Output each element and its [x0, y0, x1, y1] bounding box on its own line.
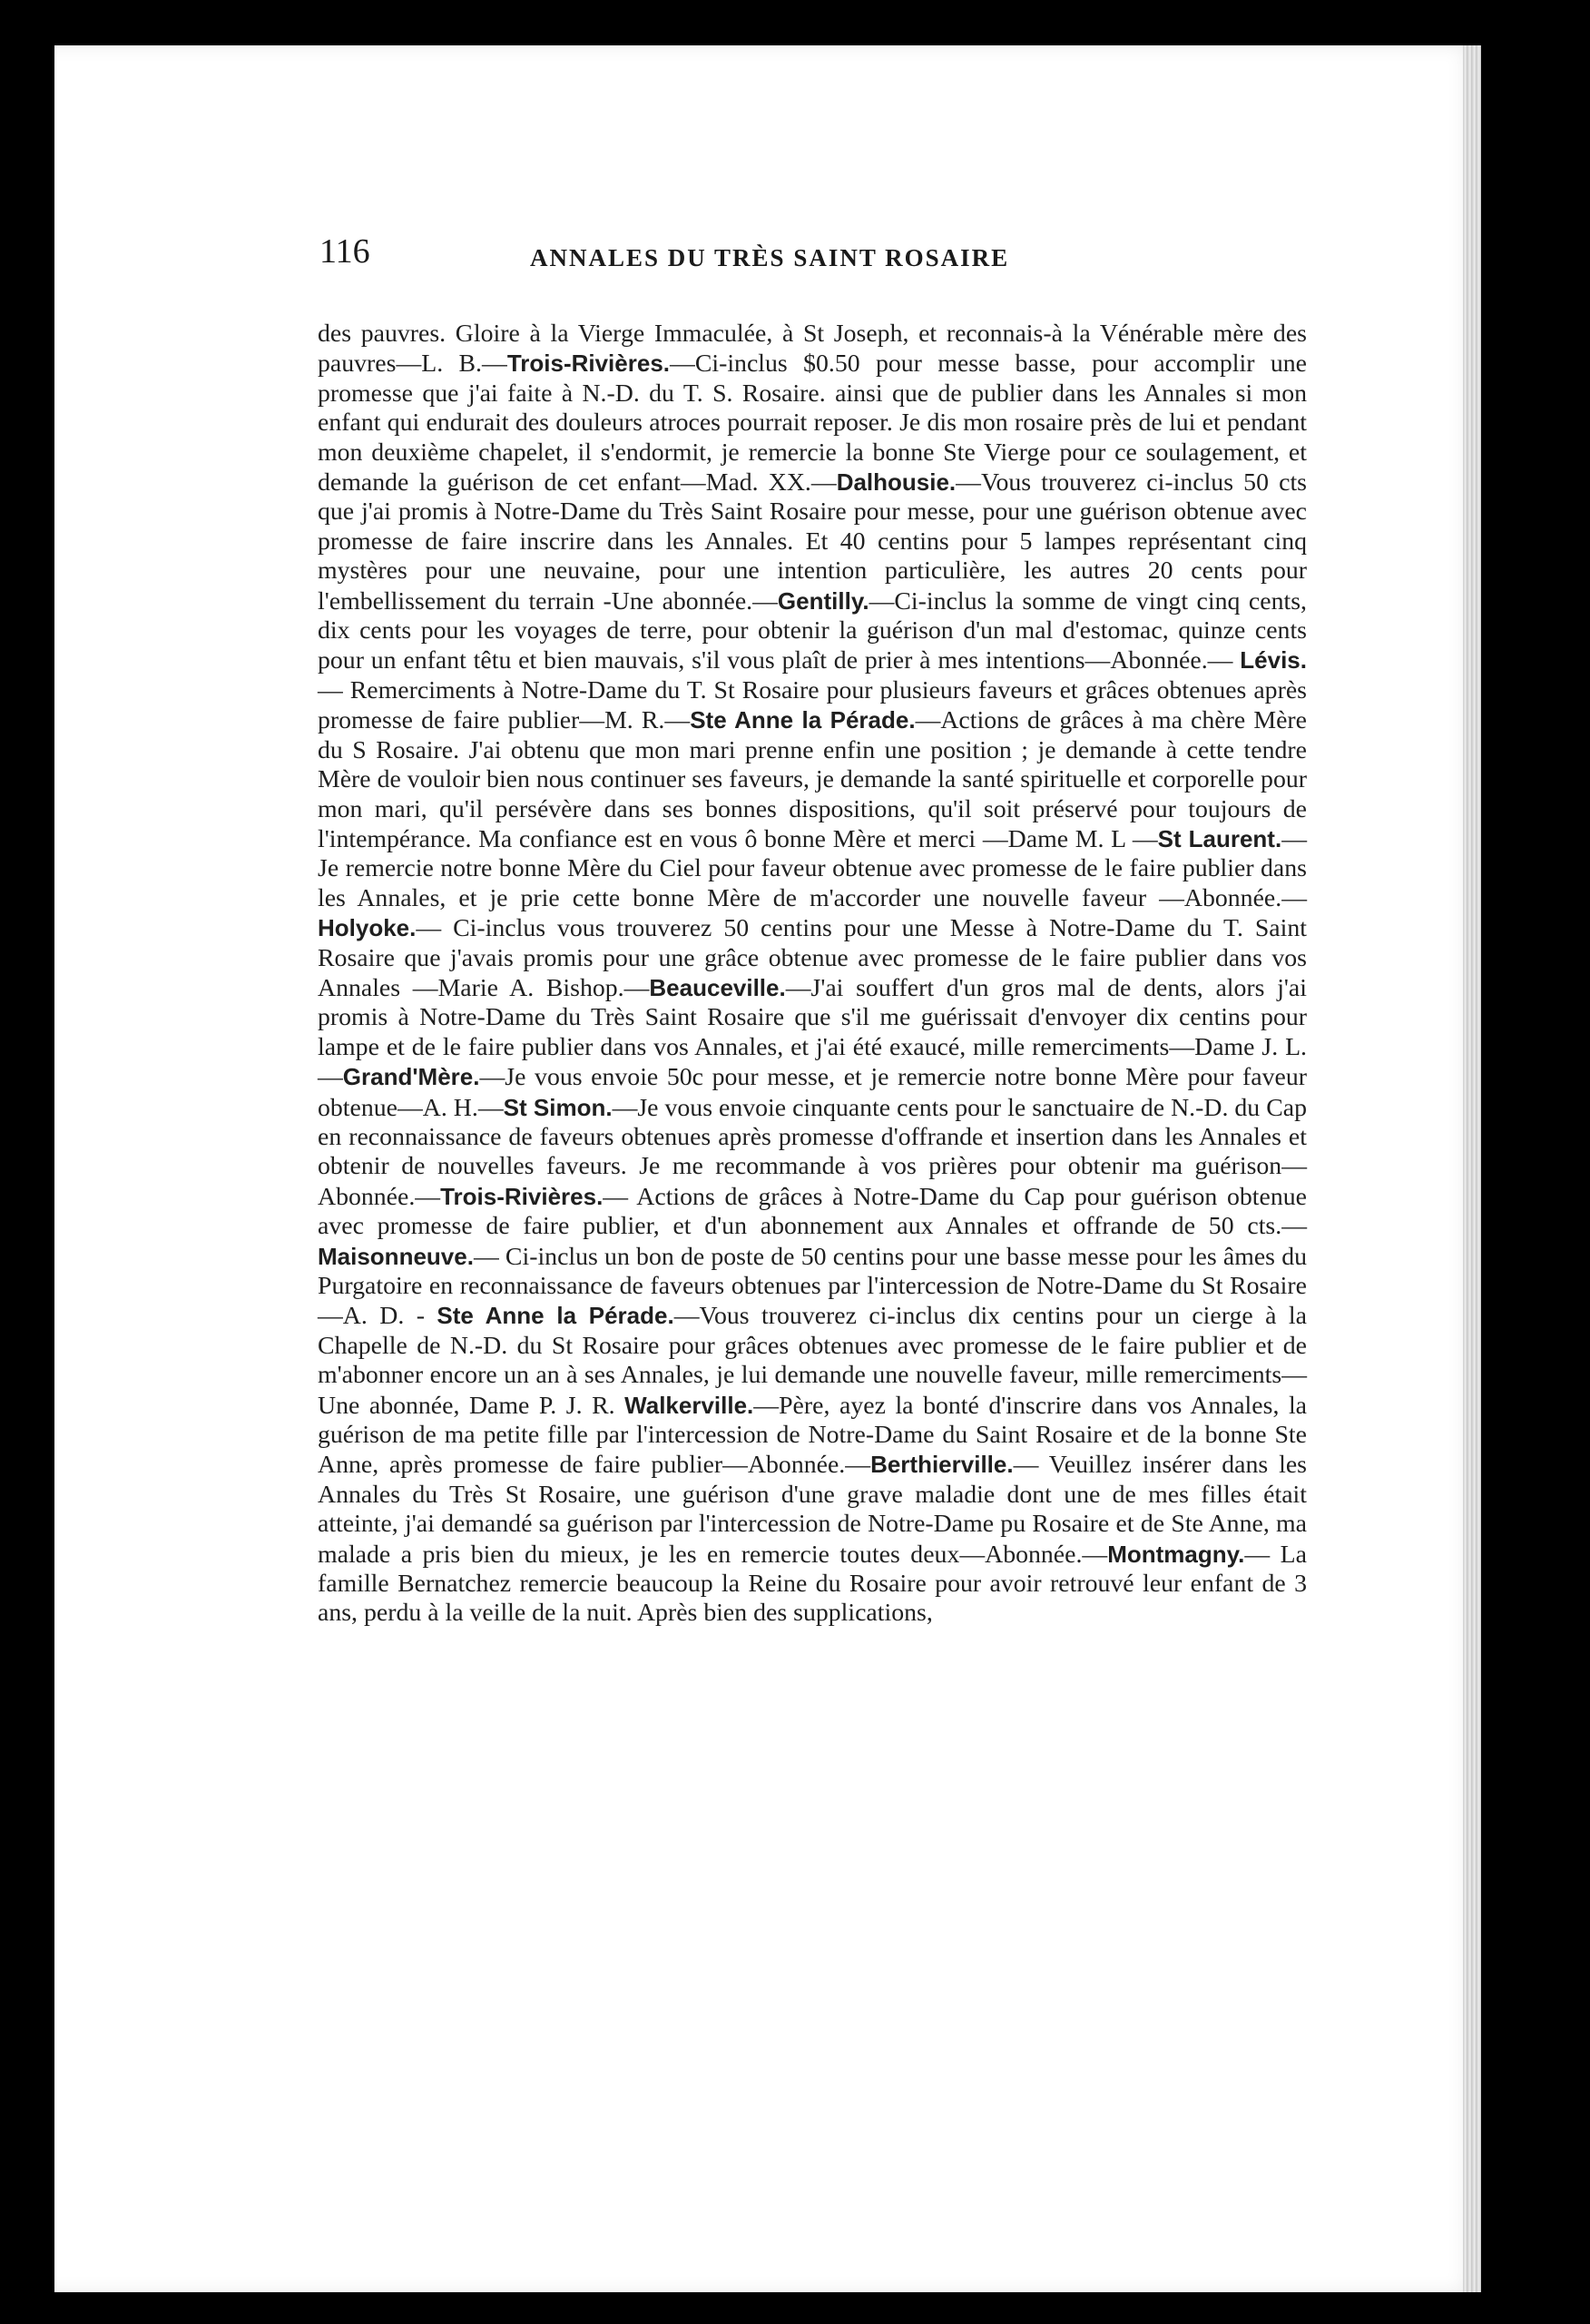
- place-name: Lévis.: [1240, 646, 1307, 675]
- testimonial-text: — Ci-inclus vous trouverez 50 centins pour une Messe à Notre-Dame du T. Saint Rosaire que j'avais promis pour une grâce obtenue avec promesse de le faire publier dans vos Annales —Marie A. Bishop.—: [318, 914, 1307, 1002]
- place-name: Walkerville.: [624, 1391, 754, 1419]
- testimonial-text: — Actions de grâces à Notre-Dame du Cap pour guérison obtenue avec promesse de faire publier, et d'un abonnement aux Annales et offrande de 50 cts.—: [318, 1182, 1307, 1241]
- page-edge: [1463, 45, 1481, 2292]
- page-number: 116: [319, 232, 370, 271]
- body-text: [318, 320, 1307, 2044]
- testimonial-text: —Père, ayez la bonté d'inscrire dans vos Annales, la guérison de ma petite fille par l'intercession de Notre-Dame du Saint Rosaire et de la bonne Ste Anne, après promesse de faire publier—Abonnée.—: [318, 1391, 1308, 1480]
- place-name: Dalhousie.: [836, 468, 957, 497]
- testimonial-text: — Remerciments à Notre-Dame du T. St Rosaire pour plusieurs faveurs et grâces obtenues après promesse de faire publier—M. R.—: [318, 675, 1307, 735]
- place-name: Trois-Rivières.: [440, 1182, 604, 1210]
- testimonial-text: — Veuillez insérer dans les Annales du Très St Rosaire, une guérison d'une grave maladie dont une de mes filles était atteinte, j'ai demandé sa guérison par l'intercession de Notre-Dame pu Rosaire et de Ste Anne, ma malade a pris bien du mieux, je les en remercie toutes deux—Abonnée.—: [318, 1451, 1307, 1569]
- place-name: Grand'Mère.: [342, 1063, 480, 1091]
- testimonial-text: —J'ai souffert d'un gros mal de dents, alors j'ai promis à Notre-Dame du Très Saint Rosaire que s'il me guérissait d'envoyer dix centins pour lampe et de le faire publier dans vos Annales, et j'ai été exaucé, mille remerciments—Dame J. L.—: [318, 973, 1307, 1092]
- place-name: Holyoke.: [318, 914, 417, 942]
- testimonial-text: —Ci-inclus $0.50 pour messe basse, pour accomplir une promesse que j'ai faite à N.-D. du T. S. Rosaire. ainsi que de publier dans les Annales si mon enfant qui endurait des douleurs atroces pourrait reposer. Je dis mon rosaire près de lui et pendant mon deuxième chapelet, il s'endormit, je remercie la bonne Ste Vierge pour ce soulagement, et demande la guérison de cet enfant—Mad. XX.—: [318, 350, 1307, 497]
- place-name: Beauceville.: [649, 973, 786, 1001]
- testimonial-text: —Vous trouverez ci-inclus 50 cts que j'ai promis à Notre-Dame du Très Saint Rosaire pour messe, pour une guérison obtenue avec promesse de faire inscrire dans les Annales. Et 40 centins pour 5 lampes représentant cinq mystères pour une neuvaine, pour une intention particulière, les autres 20 cents pour l'embellissement du terrain -Une abonnée.—: [318, 468, 1307, 615]
- testimonial-paragraph: [318, 320, 1307, 1629]
- running-title: ANNALES DU TRÈS SAINT ROSAIRE: [530, 244, 1010, 271]
- place-name: Ste Anne la Pérade.: [690, 706, 916, 734]
- place-name: Ste Anne la Pérade.: [437, 1302, 674, 1330]
- testimonial-text: —Ci-inclus la somme de vingt cinq cents, dix cents pour les voyages de terre, pour obtenir la guérison d'un mal d'estomac, quinze cents pour un enfant têtu et bien mauvais, s'il vous plaît de prier à mes intentions—Abonnée.—: [318, 586, 1307, 675]
- place-name: St Simon.: [503, 1093, 613, 1121]
- testimonial-text: — La famille Bernatchez remercie beaucoup la Reine du Rosaire pour avoir retrouvé leur enfant de 3 ans, perdu à la veille de la nuit. Après bien des supplications,: [318, 1540, 1307, 1628]
- testimonial-text: des pauvres. Gloire à la Vierge Immaculée, à St Joseph, et reconnais-à la Vénérable mère des pauvres—L. B.—: [318, 320, 1307, 379]
- testimonial-text: —Je vous envoie 50c pour messe, et je remercie notre bonne Mère pour faveur obtenue—A. H.—: [318, 1063, 1307, 1122]
- testimonial-text: — Ci-inclus un bon de poste de 50 centins pour une basse messe pour les âmes du Purgatoire en reconnaissance de faveurs obtenues par l'intercession de Notre-Dame du St Rosaire—A. D. -: [318, 1242, 1307, 1331]
- testimonial-text: —Je vous envoie cinquante cents pour le sanctuaire de N.-D. du Cap en reconnaissance de faveurs obtenues après promesse d'offrande et insertion dans les Annales et obtenir de nouvelles faveurs. Je me recommande à vos prières pour obtenir ma guérison—Abonnée.—: [318, 1093, 1307, 1211]
- place-name: Gentilly.: [777, 586, 869, 615]
- page-header: [319, 231, 1232, 277]
- testimonial-text: —Je remercie notre bonne Mère du Ciel pour faveur obtenue avec promesse de le faire publier dans les Annales, et je prie cette bonne Mère de m'accorder une nouvelle faveur —Abonnée.—: [318, 824, 1307, 912]
- place-name: Trois-Rivières.: [506, 350, 671, 378]
- place-name: Montmagny.: [1107, 1540, 1245, 1568]
- place-name: St Laurent.: [1157, 824, 1282, 852]
- testimonial-text: —Actions de grâces à ma chère Mère du S Rosaire. J'ai obtenu que mon mari prenne enfin une position ; je demande à cette tendre Mère de vouloir bien nous continuer ses faveurs, je demande la santé spirituelle et corporelle pour mon mari, qu'il persévère dans ses bonnes dispositions, qu'il soit préservé pour toujours de l'intempérance. Ma confiance est en vous ô bonne Mère et merci —Dame M. L —: [318, 706, 1307, 853]
- testimonial-text: —Vous trouverez ci-inclus dix centins pour un cierge à la Chapelle de N.-D. du St Rosaire pour grâces obtenues avec promesse de le faire publier et de m'abonner encore un an à ses Annales, je lui demande une nouvelle faveur, mille remerciments— Une abonnée, Dame P. J. R.: [318, 1302, 1307, 1420]
- place-name: Berthierville.: [870, 1451, 1014, 1479]
- place-name: Maisonneuve.: [318, 1242, 474, 1270]
